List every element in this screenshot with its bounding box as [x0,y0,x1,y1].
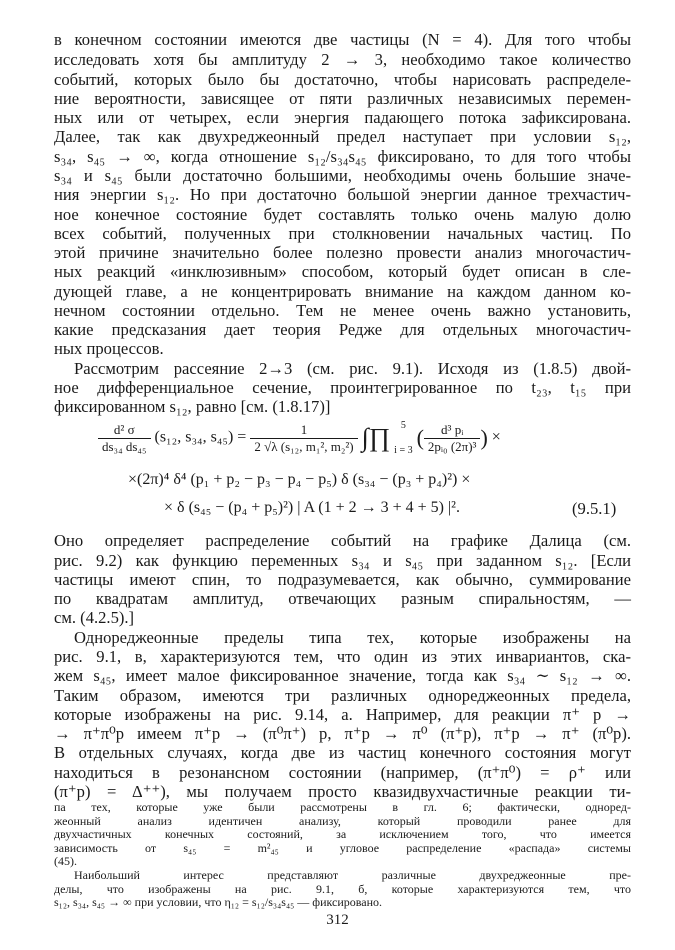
left-paren: ( [416,425,424,450]
text-line: (π⁺p) = Δ⁺⁺), мы получаем просто квазидвухчастичные реакции ти- [54,782,631,801]
text-line: по квадратам амплитуд, отвечающих разным спиральностям, — [54,589,631,608]
text-line: жеонный анализ идентичен анализу, который проводили ранее для [54,813,631,828]
text-line: Таким образом, имеются три различных однореджеонных предела, [54,686,631,705]
equation-line-3: × δ (s₄₅ − (p₄ + p₅)²) | A (1 + 2 → 3 + 4 + 5) |². [164,499,460,516]
page-number: 312 [326,912,349,928]
text-line: ных реакций «инклюзивным» способом, который будет описан в сле- [54,262,631,281]
text-line: частицы имеют спин, то подразумевается, как обычно, суммирование [54,570,631,589]
product-limits [394,420,412,456]
lhs-numerator: d² σ [98,422,151,439]
text-line: всех событий, полученных при столкновении начальных частиц. По [54,224,631,243]
product-upper-limit: 5 [400,420,406,431]
lhs-denominator: ds₃₄ ds₄₅ [102,438,147,454]
text-line: находиться в резонансном состоянии (например, (π⁺π⁰) = ρ⁺ или [54,763,631,782]
integral-product-symbol: ∫∏ [361,423,391,452]
text-line: зависимость от s₄₅ = m²₄₅ и угловое распределение «распада» системы [54,840,631,855]
inner-denominator: 2pᵢ₀ (2π)³ [427,438,477,454]
equation-line-1 [98,420,501,456]
text-line: делы, что изображены на рис. 9.1, б, которые характеризуются тем, что [54,881,631,896]
text-line: какие предсказания дает теория Редже для отдельных многочастич- [54,320,631,339]
text-line: Однореджеонные пределы типа тех, которые изображены на [74,628,631,647]
lhs-arguments: (s₁₂, s₃₄, s₄₅) = [154,428,247,446]
text-line: s₁₂, s₃₄, s₄₅ → ∞ при условии, что η₁₂ = s₁₂/s₃₄s₄₅ — фиксировано. [54,895,383,910]
text-line: ния энергии s₁₂. Но при достаточно большой энергии данное трехчастич- [54,185,631,204]
text-line: Наибольший интерес представляют различные двухреджеонные пре- [74,868,631,882]
text-line: жем s₄₅, имеет малое фиксированное значение, тогда как s₃₄ ∼ s₁₂ → ∞. [54,666,631,685]
lhs-fraction [98,422,151,455]
text-line: рис. 9.2) как функцию переменных s₃₄ и s₄₅ при заданном s₁₂. [Если [54,551,631,570]
text-line: ние вероятности, зависящее от пяти различных независимых перемен- [54,89,631,108]
product-lower-limit: i = 3 [394,445,413,456]
text-line: Далее, так как двухреджеонный предел наступает при условии s₁₂, [54,127,631,146]
text-line: рис. 9.1, в, характеризуются тем, что один из этих инвариантов, ска- [54,647,631,666]
text-line: (45). [54,854,77,869]
text-line: ное конечное состояние будет составлять только очень малую долю [54,205,631,224]
text-line: па тех, которые уже были рассмотрены в гл. 6; фактически, одноред- [54,800,631,814]
text-line: двухчастичных конечных состояний, за исключением того, что имеется [54,827,631,842]
rhs-numerator: 1 [250,422,357,439]
text-line: фиксированном s₁₂, равно [см. (1.8.17)] [54,397,331,416]
text-line: ных процессов. [54,339,164,358]
text-line: дующей главе, а не концентрировать внимание на каждом данном ко- [54,282,631,301]
text-line: В отдельных случаях, когда две из частиц конечного состояния могут [54,743,631,762]
equation-line-2: ×(2π)⁴ δ⁴ (p₁ + p₂ − p₃ − p₄ − p₅) δ (s₃₄ − (p₃ + p₄)²) × [128,471,471,488]
rhs-denominator: 2 √λ (s₁₂, m₁², m₂²) [254,438,354,454]
text-line: ное дифференциальное сечение, проинтегрированное по t₂₃, t₁₅ при [54,378,631,397]
line1-tail: × [491,428,501,446]
text-line: ных или от четырех, если энергия падающего потока зафиксирована. [54,108,631,127]
equation-number: (9.5.1) [572,499,617,518]
text-line: Оно определяет распределение событий на графике Далица (см. [54,531,631,550]
text-line: Рассмотрим рассеяние 2→3 (см. рис. 9.1). Исходя из (1.8.5) двой- [74,359,631,378]
text-line: которые изображены на рис. 9.14, а. Например, для реакции π⁺ p → [54,705,631,724]
inner-numerator: d³ pᵢ [424,422,481,439]
text-line: → π⁺π⁰p имеем π⁺p → (π⁰π⁺) p, π⁺p → π⁰ (π⁺p), π⁺p → π⁺ (π⁰p). [54,724,631,743]
text-line: событий, которых было бы достаточно, чтобы нарисовать распределе- [54,70,631,89]
rhs-fraction [250,422,357,455]
inner-fraction [424,422,481,455]
text-line: этой причине значительно более полезно провести анализ многочастич- [54,243,631,262]
text-line: s₃₄ и s₄₅ были достаточно большими, необходимы очень большие значе- [54,166,631,185]
text-line: нечном состоянии отдельно. Тем не менее очень важно установить, [54,301,631,320]
text-line: см. (4.2.5).] [54,608,135,627]
text-line: исследовать хотя бы амплитуду 2 → 3, необходимо такое количество [54,50,631,69]
text-line: s₃₄, s₄₅ → ∞, когда отношение s₁₂/s₃₄s₄₅ фиксировано, то для того чтобы [54,147,631,166]
right-paren: ) [480,425,488,450]
text-line: в конечном состоянии имеются две частицы (N = 4). Для того чтобы [54,30,631,49]
